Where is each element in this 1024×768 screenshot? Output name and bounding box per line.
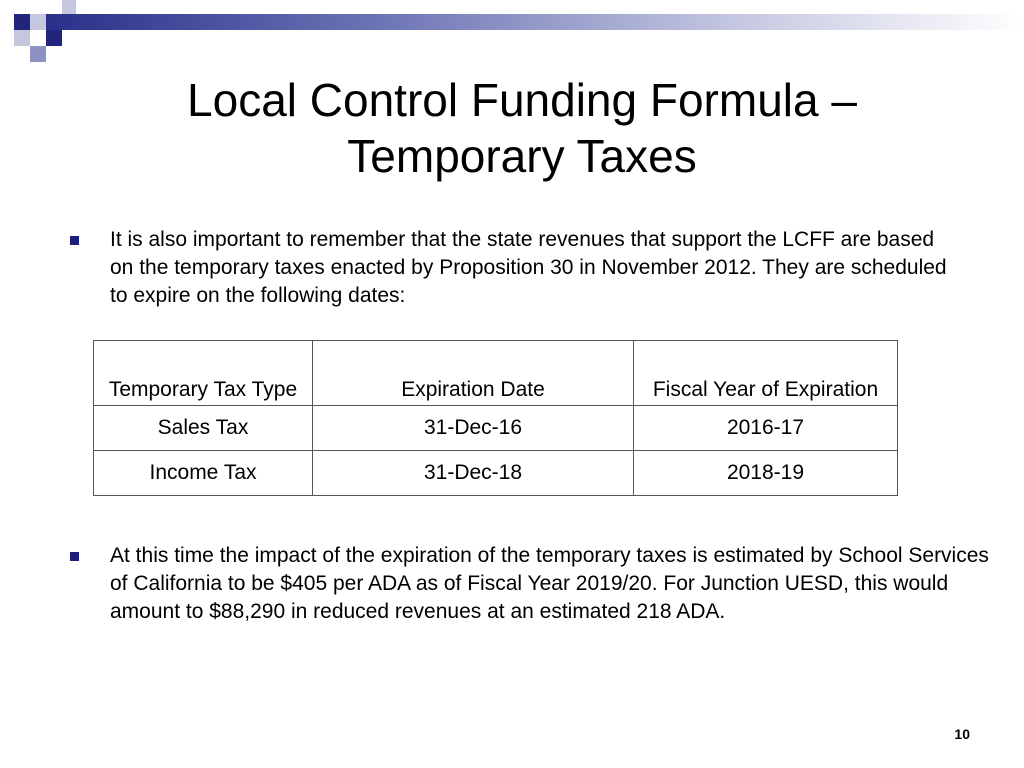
table-cell: 31-Dec-16 (313, 406, 634, 451)
bullet-list-top (70, 226, 950, 310)
table-row (94, 406, 898, 451)
decor-square (14, 30, 30, 46)
decor-square (46, 30, 62, 46)
bullet-text: At this time the impact of the expiration of the temporary taxes is estimated by School Services of California to be $405 per ADA as of Fiscal Year 2019/20. For Junction UESD, this would amount to $88,290 in reduced revenues at an estimated 218 ADA. (110, 544, 989, 623)
header-decoration (0, 0, 1024, 80)
table-row (94, 451, 898, 496)
decor-square (30, 14, 46, 30)
square-bullet-icon (70, 552, 79, 561)
expiration-table (93, 340, 898, 496)
table-cell: 31-Dec-18 (313, 451, 634, 496)
decor-square (14, 14, 30, 30)
table-cell: Income Tax (94, 451, 313, 496)
bullet-item (70, 226, 950, 310)
expiration-table-container (93, 340, 898, 496)
table-cell: 2018-19 (634, 451, 898, 496)
table-cell: 2016-17 (634, 406, 898, 451)
square-bullet-icon (70, 236, 79, 245)
decor-square (62, 0, 76, 14)
page-number: 10 (954, 726, 970, 742)
bullet-text: It is also important to remember that the state revenues that support the LCFF are based on the temporary taxes enacted by Proposition 30 in November 2012. They are scheduled to expire on the following dates: (110, 228, 947, 307)
table-header-cell: Temporary Tax Type (94, 341, 313, 406)
decor-square (30, 46, 46, 62)
slide-title: Local Control Funding Formula – Temporary Taxes (187, 74, 857, 182)
header-gradient-bar (46, 14, 1024, 30)
table-header-cell: Expiration Date (313, 341, 634, 406)
bullet-item (70, 542, 990, 626)
table-header-row (94, 341, 898, 406)
table-cell: Sales Tax (94, 406, 313, 451)
table-header-cell: Fiscal Year of Expiration (634, 341, 898, 406)
